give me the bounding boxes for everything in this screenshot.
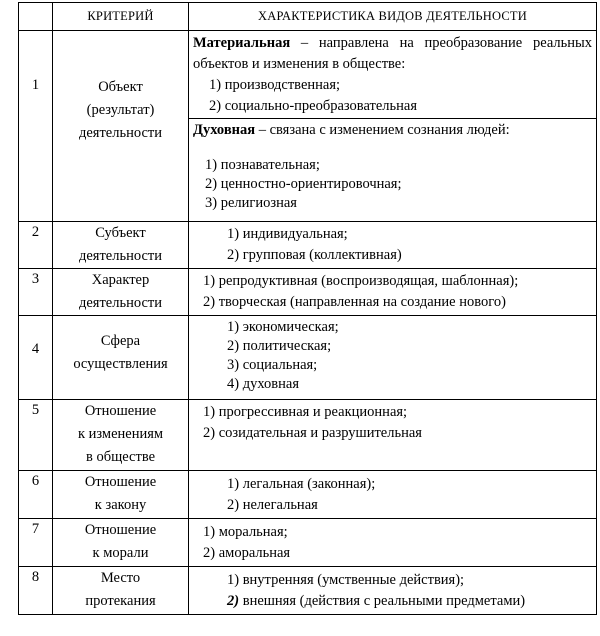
list-item: 2) групповая (коллективная) xyxy=(227,247,402,263)
list-item: 2) политическая; xyxy=(227,338,332,354)
table-row xyxy=(19,316,597,400)
criterion-line: деятельности xyxy=(78,295,162,311)
criterion-cell xyxy=(53,269,189,316)
characteristic-cell xyxy=(189,269,597,316)
material-activity-cell xyxy=(189,31,597,119)
list-item: 2) творческая (направленная на создание нового) xyxy=(203,294,506,310)
criterion-line: Место xyxy=(100,570,141,586)
characteristic-cell xyxy=(189,316,597,400)
spiritual-text: – связана с изменением сознания людей: xyxy=(255,122,510,138)
criterion-line: к изменениям xyxy=(77,426,164,442)
row-number: 4 xyxy=(19,316,53,400)
criterion-line: к морали xyxy=(92,545,149,561)
row-number: 3 xyxy=(19,269,53,316)
criterion-line: Отношение xyxy=(84,522,157,538)
criterion-line: (результат) xyxy=(86,102,155,118)
criterion-cell xyxy=(53,222,189,269)
criterion-cell xyxy=(53,567,189,615)
spiritual-term: Духовная xyxy=(193,122,256,138)
material-term: Материальная xyxy=(193,35,291,51)
row-number: 7 xyxy=(19,519,53,567)
list-item: 2) социально-преобразовательная xyxy=(209,98,418,114)
header-characteristic: ХАРАКТЕРИСТИКА ВИДОВ ДЕЯТЕЛЬНОСТИ xyxy=(189,3,597,31)
table-row xyxy=(19,222,597,269)
list-item: 1) производственная; xyxy=(209,77,341,93)
list-item-text: внешняя (действия с реальными предметами) xyxy=(239,593,526,609)
criterion-line: Отношение xyxy=(84,403,157,419)
criterion-line: в обществе xyxy=(85,449,156,465)
table-row xyxy=(19,519,597,567)
criterion-line: Субъект xyxy=(95,225,146,241)
characteristic-cell xyxy=(189,567,597,615)
list-item: 4) духовная xyxy=(227,376,299,392)
characteristic-cell xyxy=(189,222,597,269)
criterion-line: деятельности xyxy=(78,125,162,141)
criterion-cell xyxy=(53,31,189,222)
criterion-line: Сфера xyxy=(100,333,141,349)
criterion-line: Характер xyxy=(91,272,150,288)
characteristic-cell xyxy=(189,471,597,519)
table-row xyxy=(19,400,597,471)
list-item: 1) внутренняя (умственные действия); xyxy=(227,572,465,588)
list-item: 1) репродуктивная (воспроизводящая, шаблонная); xyxy=(203,273,519,289)
criterion-line: протекания xyxy=(85,593,156,609)
criterion-line: Отношение xyxy=(84,474,157,490)
list-item: 1) индивидуальная; xyxy=(227,226,348,242)
list-marker: 2) xyxy=(227,593,240,609)
row-number: 2 xyxy=(19,222,53,269)
criterion-line: осуществления xyxy=(73,356,168,372)
list-item: 1) познавательная; xyxy=(205,157,320,173)
spiritual-definition xyxy=(193,121,592,140)
row-number: 5 xyxy=(19,400,53,471)
list-item: 1) прогрессивная и реакционная; xyxy=(203,404,408,420)
characteristic-cell xyxy=(189,519,597,567)
list-item: 2) созидательная и разрушительная xyxy=(203,425,422,441)
header-number-cell xyxy=(19,3,53,31)
row-number: 8 xyxy=(19,567,53,615)
spiritual-activity-cell xyxy=(189,119,597,222)
header-row xyxy=(19,3,597,31)
criterion-cell xyxy=(53,316,189,400)
row-number: 1 xyxy=(19,31,53,222)
material-text: – направлена на преобразование реальных объектов и изменения в обществе: xyxy=(193,35,592,72)
criterion-cell xyxy=(53,400,189,471)
list-item: 2) аморальная xyxy=(203,545,291,561)
material-definition xyxy=(193,33,592,75)
table-row xyxy=(19,269,597,316)
list-item: 2) ценностно-ориентировочная; xyxy=(205,176,402,192)
row-number: 6 xyxy=(19,471,53,519)
list-item: 1) моральная; xyxy=(203,524,288,540)
list-item: 1) легальная (законная); xyxy=(227,476,376,492)
criterion-cell xyxy=(53,519,189,567)
characteristic-cell xyxy=(189,400,597,471)
criterion-cell xyxy=(53,471,189,519)
table-row xyxy=(19,31,597,119)
list-item: 2) нелегальная xyxy=(227,497,318,513)
criterion-line: деятельности xyxy=(78,248,162,264)
list-item: 1) экономическая; xyxy=(227,319,339,335)
criterion-line: к закону xyxy=(94,497,147,513)
list-item: 3) социальная; xyxy=(227,357,318,373)
criterion-line: Объект xyxy=(98,79,143,95)
list-item: 3) религиозная xyxy=(205,195,297,211)
header-criterion: КРИТЕРИЙ xyxy=(53,3,189,31)
table-row xyxy=(19,471,597,519)
activity-types-table xyxy=(18,2,597,615)
list-item xyxy=(193,591,592,612)
table-row xyxy=(19,567,597,615)
